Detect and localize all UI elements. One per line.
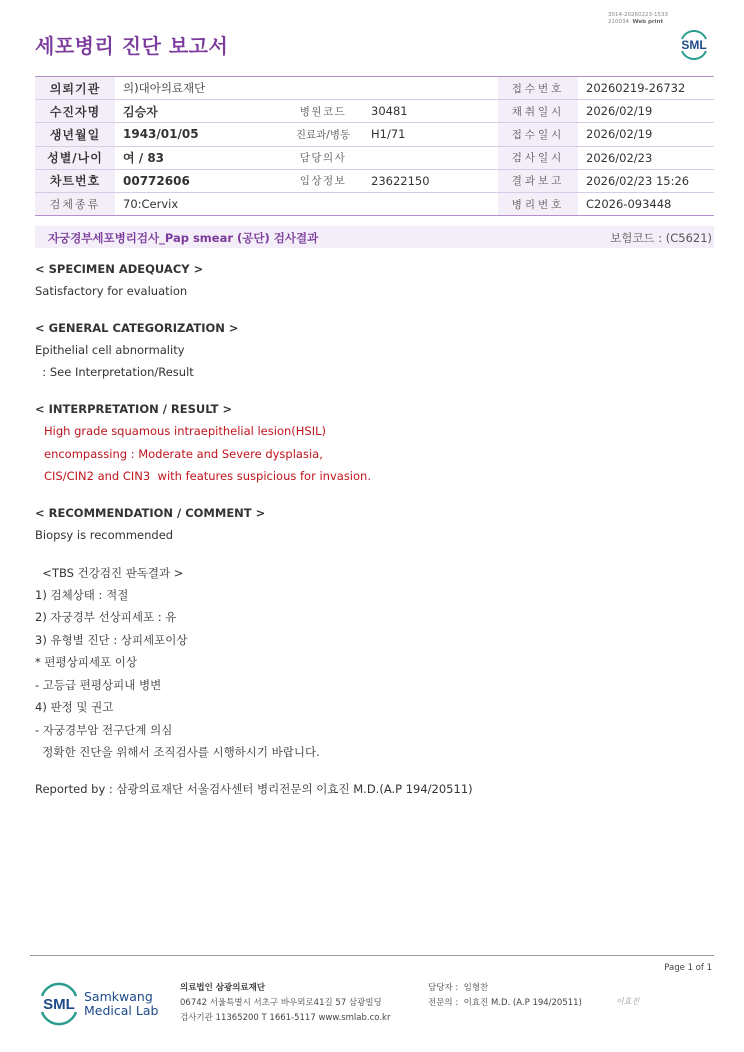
footer-divider — [30, 955, 714, 956]
category-note: : See Interpretation/Result — [35, 365, 194, 379]
info-row — [35, 100, 714, 123]
label-specimen-type: 검체종류 — [35, 192, 115, 215]
info-row — [35, 146, 714, 169]
tbs-line: 1) 검체상태 : 적절 — [35, 588, 129, 602]
logo-text: SML — [681, 38, 707, 52]
tbs-line: 정확한 진단을 위해서 조직검사를 시행하시기 바랍니다. — [35, 745, 320, 759]
lab-name-line1: Samkwang — [84, 989, 153, 1004]
category-header: < GENERAL CATEGORIZATION > — [35, 321, 239, 335]
label-requesting-org: 의뢰기관 — [35, 77, 115, 100]
interpretation-header: < INTERPRETATION / RESULT > — [35, 402, 233, 416]
adequacy-text: Satisfactory for evaluation — [35, 284, 188, 298]
print-code-line2: 210034 — [608, 19, 630, 25]
label-doctor: 담당의사 — [283, 146, 363, 169]
label-patient-name: 수진자명 — [35, 100, 115, 123]
report-title: 세포병리 진단 보고서 — [35, 34, 229, 58]
footer-specialist — [428, 996, 582, 1008]
label-test-date: 검사일시 — [498, 146, 578, 169]
value-report-date: 2026/02/23 15:26 — [578, 169, 714, 192]
info-row — [35, 77, 714, 100]
value-chart-no: 00772606 — [115, 169, 283, 192]
label-hospital-code: 병원코드 — [283, 100, 363, 123]
footer-staff — [428, 981, 488, 993]
staff-name: 임형찬 — [463, 983, 489, 993]
interpretation-line: High grade squamous intraepithelial lesion(HSIL) — [44, 424, 326, 438]
label-birth-date: 생년월일 — [35, 123, 115, 146]
tbs-line: 3) 유형별 진단 : 상피세포이상 — [35, 633, 188, 647]
info-row — [35, 123, 714, 146]
label-sex-age: 성별/나이 — [35, 146, 115, 169]
info-row — [35, 169, 714, 192]
patient-info-table — [35, 76, 714, 216]
label-receipt-date: 접수일시 — [498, 123, 578, 146]
signature: 이효진 — [616, 997, 640, 1006]
tbs-line: * 편평상피세포 이상 — [35, 655, 137, 669]
label-department: 진료과/병동 — [283, 123, 363, 146]
result-section-title: 자궁경부세포병리검사_Pap smear (공단) 검사결과 — [48, 231, 319, 245]
label-report-date: 결과보고 — [498, 169, 578, 192]
interpretation-line: encompassing : Moderate and Severe dysplasia, — [44, 447, 323, 461]
label-chart-no: 차트번호 — [35, 169, 115, 192]
value-department: H1/71 — [363, 123, 498, 146]
value-hospital-code: 30481 — [363, 100, 498, 123]
lab-name — [84, 990, 158, 1018]
tbs-line: - 자궁경부암 전구단계 의심 — [35, 723, 173, 737]
lab-name-line2: Medical Lab — [84, 1003, 159, 1018]
page-number: Page 1 of 1 — [664, 963, 712, 973]
print-code-line1: 3014-20260223-1533 — [608, 12, 668, 18]
category-text: Epithelial cell abnormality — [35, 343, 185, 357]
label-pathology-no: 병리번호 — [498, 192, 578, 215]
label-clinical-info: 임상정보 — [283, 169, 363, 192]
value-collection-date: 2026/02/19 — [578, 100, 714, 123]
value-specimen-type: 70:Cervix — [115, 192, 498, 215]
sml-logo-icon — [677, 27, 711, 61]
value-reception-no: 20260219-26732 — [578, 77, 714, 100]
value-receipt-date: 2026/02/19 — [578, 123, 714, 146]
footer-address: 06742 서울특별시 서초구 바우뫼로41길 57 삼광빌딩 — [180, 998, 382, 1008]
print-code — [608, 12, 668, 26]
value-test-date: 2026/02/23 — [578, 146, 714, 169]
tbs-line: - 고등급 편평상피내 병변 — [35, 678, 162, 692]
value-birth-date: 1943/01/05 — [115, 123, 283, 146]
label-reception-no: 접수번호 — [498, 77, 578, 100]
interpretation-line: CIS/CIN2 and CIN3 with features suspicious for invasion. — [44, 469, 371, 483]
footer-logo-text: SML — [43, 996, 75, 1013]
label-collection-date: 채취일시 — [498, 100, 578, 123]
web-print-label: Web print — [632, 19, 664, 25]
value-patient-name: 김승자 — [115, 100, 283, 123]
reported-by: Reported by : 삼광의료재단 서울검사센터 병리전문의 이효진 M.D.(A.P 194/20511) — [35, 782, 473, 796]
footer-contact: 검사기관 11365200 T 1661-5117 www.smlab.co.kr — [180, 1013, 391, 1023]
value-sex-age: 여 / 83 — [115, 146, 283, 169]
tbs-header: <TBS 건강검진 판독결과 > — [35, 566, 184, 580]
value-clinical-info: 23622150 — [363, 169, 498, 192]
value-requesting-org: 의)대아의료재단 — [115, 77, 498, 100]
value-pathology-no: C2026-093448 — [578, 192, 714, 215]
recommendation-text: Biopsy is recommended — [35, 528, 174, 542]
value-doctor — [363, 146, 498, 169]
info-row — [35, 192, 714, 215]
insurance-code: 보험코드 : (C5621) — [610, 231, 712, 245]
tbs-line: 2) 자궁경부 선상피세포 : 유 — [35, 610, 177, 624]
footer-org: 의료법인 삼광의료재단 — [180, 983, 266, 993]
specialist-label: 전문의 : — [428, 998, 459, 1008]
staff-label: 담당자 : — [428, 983, 459, 993]
tbs-line: 4) 판정 및 권고 — [35, 700, 114, 714]
specialist-name: 이효진 M.D. (A.P 194/20511) — [463, 998, 582, 1008]
recommendation-header: < RECOMMENDATION / COMMENT > — [35, 506, 266, 520]
adequacy-header: < SPECIMEN ADEQUACY > — [35, 262, 204, 276]
sml-footer-logo-icon — [36, 980, 82, 1026]
